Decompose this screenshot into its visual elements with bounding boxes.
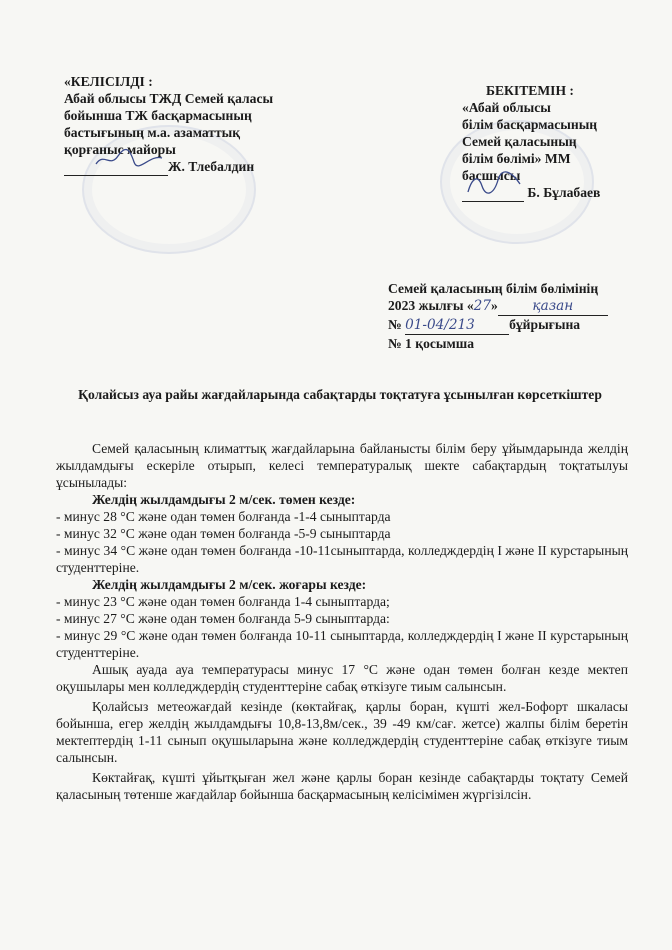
approve-line: білім басқармасының: [462, 117, 598, 132]
agreed-signer: Ж. Тлебалдин: [168, 159, 255, 174]
signature-line: [64, 158, 168, 176]
order-number: 01-04/213: [405, 317, 475, 333]
low-wind-item: - минус 28 °С және одан төмен болғанда -1-4 сыныптарда: [56, 509, 391, 524]
low-wind-heading: Желдің жылдамдығы 2 м/сек. төмен кезде:: [92, 492, 356, 507]
order-num-prefix: №: [388, 317, 402, 332]
agreed-block: [64, 73, 324, 176]
high-wind-item: - минус 27 °С және одан төмен болғанда 5-9 сыныптарда:: [56, 611, 390, 626]
approve-signer: Б. Бұлабаев: [527, 185, 601, 200]
handwritten-signature-icon: [464, 170, 524, 196]
low-wind-item: - минус 32 °С және одан төмен болғанда -5-9 сыныптарда: [56, 526, 391, 541]
order-month: қазан: [532, 298, 574, 314]
high-wind-item: - минус 29 °С және одан төмен болғанда 10-11 сыныптарда, колледждердің I және II курстарының студенттеріне.: [56, 628, 628, 660]
agreed-line: бойынша ТЖ басқармасының: [64, 108, 252, 123]
order-annex: № 1 қосымша: [388, 336, 475, 351]
signature-line: [462, 184, 524, 202]
order-date-row: [388, 297, 648, 316]
approve-line: басшысы: [462, 168, 521, 183]
high-wind-item: - минус 23 °С және одан төмен болғанда 1-4 сыныптарда;: [56, 594, 390, 609]
handwritten-signature-icon: [94, 148, 164, 170]
agreed-title: «КЕЛІСІЛДІ :: [64, 74, 153, 89]
document-body: [56, 440, 628, 803]
approve-line: «Абай облысы: [462, 100, 551, 115]
low-wind-item: - минус 34 °С және одан төмен болғанда -10-11сыныптарда, колледждердің I және II курстарының студенттеріне.: [56, 543, 628, 575]
approve-signature-row: [462, 184, 652, 202]
storm-paragraph: Көктайғақ, күшті ұйытқыған жел және қарлы боран кезінде сабақтарды тоқтату Семей қаласының төтенше жағдайлар бойынша басқармасының келісімімен жүргізілсін.: [56, 770, 628, 802]
order-line: Семей қаласының білім бөлімінің: [388, 281, 599, 296]
approve-block: [462, 82, 652, 202]
open-air-paragraph: Ашық ауада ауа температурасы минус 17 °С және одан төмен болған кезде мектеп оқушылары мен колледждердің студенттеріне сабақ өткізуге тиым салынсын.: [56, 662, 628, 694]
order-block: [388, 280, 648, 352]
order-month-line: [498, 297, 608, 316]
meteo-paragraph: Қолайсыз метеожағдай кезінде (көктайғақ, қарлы боран, күшті жел-Бофорт шкаласы бойынша, егер желдің жылдамдығы 10,8-13,8м/сек., 39 -49 км/сағ. жетсе) жалпы білім беретін мектептердің 1-11 сынып оқушыларына және колледждердің студенттеріне сабақ өткізуге тиым салынсын.: [56, 699, 628, 765]
order-num-suffix: бұйрығына: [509, 317, 581, 332]
order-year: 2023 жылғы «: [388, 298, 474, 313]
approve-title: БЕКІТЕМІН :: [486, 83, 574, 98]
high-wind-heading: Желдің жылдамдығы 2 м/сек. жоғары кезде:: [92, 577, 367, 592]
document-title: Қолайсыз ауа райы жағдайларында сабақтарды тоқтатуға ұсынылған көрсеткіштер: [78, 387, 602, 402]
approve-line: білім бөлімі» ММ: [462, 151, 571, 166]
intro-paragraph: Семей қаласының климаттық жағдайларына байланысты білім беру ұйымдарында желдің жылдамдығы ескеріле отырып, келесі температуралық шекте сабақтардың тоқтатылуы ұсынылады:: [56, 441, 628, 490]
order-day: 27: [473, 298, 491, 314]
agreed-line: қорғаныс майоры: [64, 142, 176, 157]
agreed-line: Абай облысы ТЖД Семей қаласы: [64, 91, 274, 106]
order-number-row: [388, 316, 648, 335]
agreed-signature-row: [64, 158, 324, 176]
order-number-line: [405, 316, 509, 335]
order-quote: »: [490, 298, 498, 313]
approve-line: Семей қаласының: [462, 134, 577, 149]
agreed-line: бастығының м.а. азаматтық: [64, 125, 241, 140]
